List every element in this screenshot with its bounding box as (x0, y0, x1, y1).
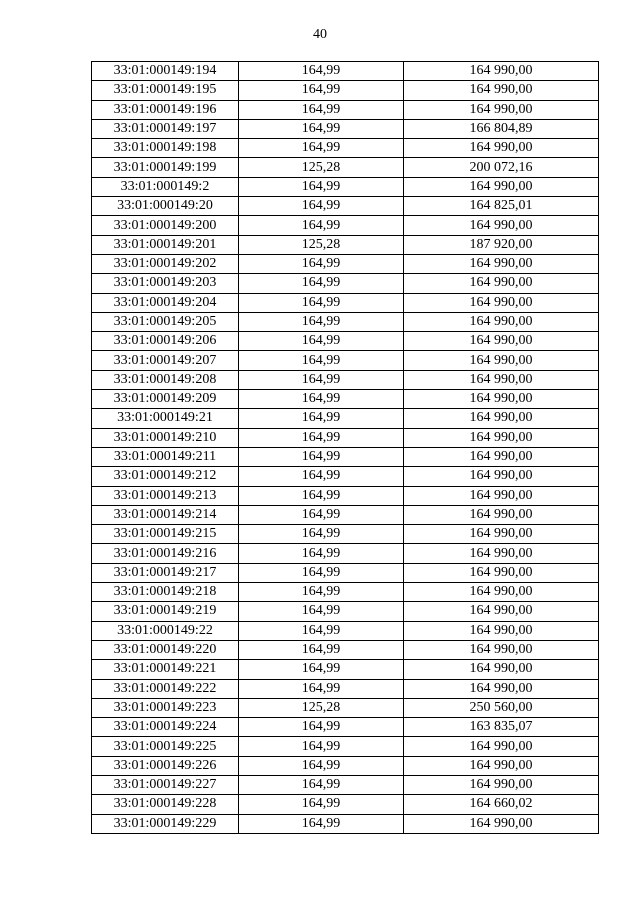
table-row (92, 370, 599, 389)
area-cell: 164,99 (239, 775, 404, 794)
cadastral-number-cell: 33:01:000149:227 (92, 775, 239, 794)
value-cell: 164 990,00 (404, 216, 599, 235)
cadastral-number-cell: 33:01:000149:210 (92, 428, 239, 447)
area-cell: 164,99 (239, 486, 404, 505)
value-cell: 164 990,00 (404, 640, 599, 659)
table-row (92, 177, 599, 196)
value-cell: 164 990,00 (404, 428, 599, 447)
value-cell: 164 990,00 (404, 775, 599, 794)
value-cell: 164 990,00 (404, 254, 599, 273)
value-cell: 164 990,00 (404, 621, 599, 640)
table-row (92, 235, 599, 254)
area-cell: 164,99 (239, 447, 404, 466)
value-cell: 164 990,00 (404, 312, 599, 331)
value-cell: 163 835,07 (404, 718, 599, 737)
area-cell: 164,99 (239, 409, 404, 428)
area-cell: 164,99 (239, 390, 404, 409)
table-row (92, 467, 599, 486)
value-cell: 164 990,00 (404, 100, 599, 119)
value-cell: 164 990,00 (404, 583, 599, 602)
table-row (92, 197, 599, 216)
table-body (92, 62, 599, 834)
cadastral-table (91, 61, 599, 834)
value-cell: 164 990,00 (404, 409, 599, 428)
value-cell: 164 990,00 (404, 660, 599, 679)
table-row (92, 119, 599, 138)
cadastral-number-cell: 33:01:000149:204 (92, 293, 239, 312)
table-row (92, 544, 599, 563)
value-cell: 166 804,89 (404, 119, 599, 138)
cadastral-number-cell: 33:01:000149:209 (92, 390, 239, 409)
cadastral-number-cell: 33:01:000149:203 (92, 274, 239, 293)
table-row (92, 505, 599, 524)
area-cell: 164,99 (239, 428, 404, 447)
cadastral-number-cell: 33:01:000149:220 (92, 640, 239, 659)
table-row (92, 775, 599, 794)
area-cell: 164,99 (239, 795, 404, 814)
table-row (92, 428, 599, 447)
table-row (92, 312, 599, 331)
area-cell: 164,99 (239, 756, 404, 775)
table-row (92, 293, 599, 312)
cadastral-number-cell: 33:01:000149:222 (92, 679, 239, 698)
table-row (92, 583, 599, 602)
table-row (92, 254, 599, 273)
page-number: 40 (313, 27, 327, 42)
area-cell: 164,99 (239, 679, 404, 698)
table-row (92, 332, 599, 351)
cadastral-number-cell: 33:01:000149:2 (92, 177, 239, 196)
value-cell: 164 990,00 (404, 756, 599, 775)
area-cell: 164,99 (239, 602, 404, 621)
area-cell: 164,99 (239, 332, 404, 351)
value-cell: 164 990,00 (404, 563, 599, 582)
area-cell: 125,28 (239, 235, 404, 254)
area-cell: 164,99 (239, 139, 404, 158)
table-row (92, 409, 599, 428)
value-cell: 164 990,00 (404, 447, 599, 466)
cadastral-number-cell: 33:01:000149:218 (92, 583, 239, 602)
value-cell: 164 990,00 (404, 486, 599, 505)
cadastral-number-cell: 33:01:000149:229 (92, 814, 239, 833)
cadastral-number-cell: 33:01:000149:215 (92, 525, 239, 544)
table-row (92, 679, 599, 698)
area-cell: 164,99 (239, 563, 404, 582)
area-cell: 164,99 (239, 351, 404, 370)
area-cell: 164,99 (239, 737, 404, 756)
value-cell: 164 990,00 (404, 737, 599, 756)
table-row (92, 62, 599, 81)
cadastral-number-cell: 33:01:000149:213 (92, 486, 239, 505)
value-cell: 164 990,00 (404, 62, 599, 81)
cadastral-number-cell: 33:01:000149:199 (92, 158, 239, 177)
cadastral-number-cell: 33:01:000149:200 (92, 216, 239, 235)
table-row (92, 814, 599, 833)
cadastral-number-cell: 33:01:000149:216 (92, 544, 239, 563)
table-row (92, 795, 599, 814)
value-cell: 164 990,00 (404, 544, 599, 563)
value-cell: 164 990,00 (404, 81, 599, 100)
cadastral-number-cell: 33:01:000149:223 (92, 698, 239, 717)
value-cell: 164 990,00 (404, 505, 599, 524)
table-row (92, 640, 599, 659)
cadastral-number-cell: 33:01:000149:228 (92, 795, 239, 814)
value-cell: 164 990,00 (404, 370, 599, 389)
table-row (92, 274, 599, 293)
value-cell: 164 990,00 (404, 390, 599, 409)
area-cell: 164,99 (239, 718, 404, 737)
area-cell: 164,99 (239, 254, 404, 273)
cadastral-number-cell: 33:01:000149:194 (92, 62, 239, 81)
table-row (92, 602, 599, 621)
area-cell: 164,99 (239, 177, 404, 196)
cadastral-number-cell: 33:01:000149:198 (92, 139, 239, 158)
value-cell: 164 990,00 (404, 293, 599, 312)
table-row (92, 563, 599, 582)
cadastral-number-cell: 33:01:000149:197 (92, 119, 239, 138)
cadastral-number-cell: 33:01:000149:226 (92, 756, 239, 775)
area-cell: 125,28 (239, 158, 404, 177)
table-row (92, 81, 599, 100)
cadastral-number-cell: 33:01:000149:217 (92, 563, 239, 582)
area-cell: 164,99 (239, 621, 404, 640)
cadastral-number-cell: 33:01:000149:224 (92, 718, 239, 737)
value-cell: 164 660,02 (404, 795, 599, 814)
value-cell: 164 990,00 (404, 139, 599, 158)
value-cell: 164 825,01 (404, 197, 599, 216)
table-row (92, 390, 599, 409)
cadastral-number-cell: 33:01:000149:208 (92, 370, 239, 389)
cadastral-number-cell: 33:01:000149:21 (92, 409, 239, 428)
table-row (92, 525, 599, 544)
value-cell: 164 990,00 (404, 814, 599, 833)
area-cell: 164,99 (239, 544, 404, 563)
cadastral-number-cell: 33:01:000149:201 (92, 235, 239, 254)
table-row (92, 660, 599, 679)
table-row (92, 139, 599, 158)
cadastral-number-cell: 33:01:000149:214 (92, 505, 239, 524)
table-row (92, 216, 599, 235)
cadastral-number-cell: 33:01:000149:207 (92, 351, 239, 370)
area-cell: 164,99 (239, 119, 404, 138)
area-cell: 164,99 (239, 467, 404, 486)
area-cell: 164,99 (239, 370, 404, 389)
value-cell: 164 990,00 (404, 274, 599, 293)
value-cell: 164 990,00 (404, 332, 599, 351)
cadastral-number-cell: 33:01:000149:211 (92, 447, 239, 466)
value-cell: 164 990,00 (404, 177, 599, 196)
cadastral-number-cell: 33:01:000149:205 (92, 312, 239, 331)
area-cell: 164,99 (239, 640, 404, 659)
value-cell: 187 920,00 (404, 235, 599, 254)
value-cell: 164 990,00 (404, 351, 599, 370)
area-cell: 164,99 (239, 216, 404, 235)
table-row (92, 158, 599, 177)
cadastral-number-cell: 33:01:000149:219 (92, 602, 239, 621)
area-cell: 164,99 (239, 312, 404, 331)
cadastral-number-cell: 33:01:000149:195 (92, 81, 239, 100)
table-row (92, 698, 599, 717)
cadastral-number-cell: 33:01:000149:202 (92, 254, 239, 273)
value-cell: 164 990,00 (404, 525, 599, 544)
area-cell: 164,99 (239, 274, 404, 293)
cadastral-number-cell: 33:01:000149:22 (92, 621, 239, 640)
area-cell: 164,99 (239, 62, 404, 81)
value-cell: 164 990,00 (404, 679, 599, 698)
cadastral-number-cell: 33:01:000149:225 (92, 737, 239, 756)
area-cell: 164,99 (239, 583, 404, 602)
table-row (92, 351, 599, 370)
value-cell: 164 990,00 (404, 602, 599, 621)
cadastral-number-cell: 33:01:000149:20 (92, 197, 239, 216)
area-cell: 164,99 (239, 660, 404, 679)
cadastral-number-cell: 33:01:000149:221 (92, 660, 239, 679)
cadastral-number-cell: 33:01:000149:206 (92, 332, 239, 351)
area-cell: 164,99 (239, 197, 404, 216)
area-cell: 164,99 (239, 100, 404, 119)
area-cell: 164,99 (239, 814, 404, 833)
area-cell: 164,99 (239, 525, 404, 544)
table-row (92, 718, 599, 737)
area-cell: 164,99 (239, 81, 404, 100)
area-cell: 164,99 (239, 505, 404, 524)
table-row (92, 100, 599, 119)
table-row (92, 756, 599, 775)
value-cell: 250 560,00 (404, 698, 599, 717)
table-row (92, 621, 599, 640)
area-cell: 125,28 (239, 698, 404, 717)
table-row (92, 447, 599, 466)
table-row (92, 486, 599, 505)
value-cell: 164 990,00 (404, 467, 599, 486)
value-cell: 200 072,16 (404, 158, 599, 177)
cadastral-number-cell: 33:01:000149:212 (92, 467, 239, 486)
area-cell: 164,99 (239, 293, 404, 312)
cadastral-number-cell: 33:01:000149:196 (92, 100, 239, 119)
table-row (92, 737, 599, 756)
